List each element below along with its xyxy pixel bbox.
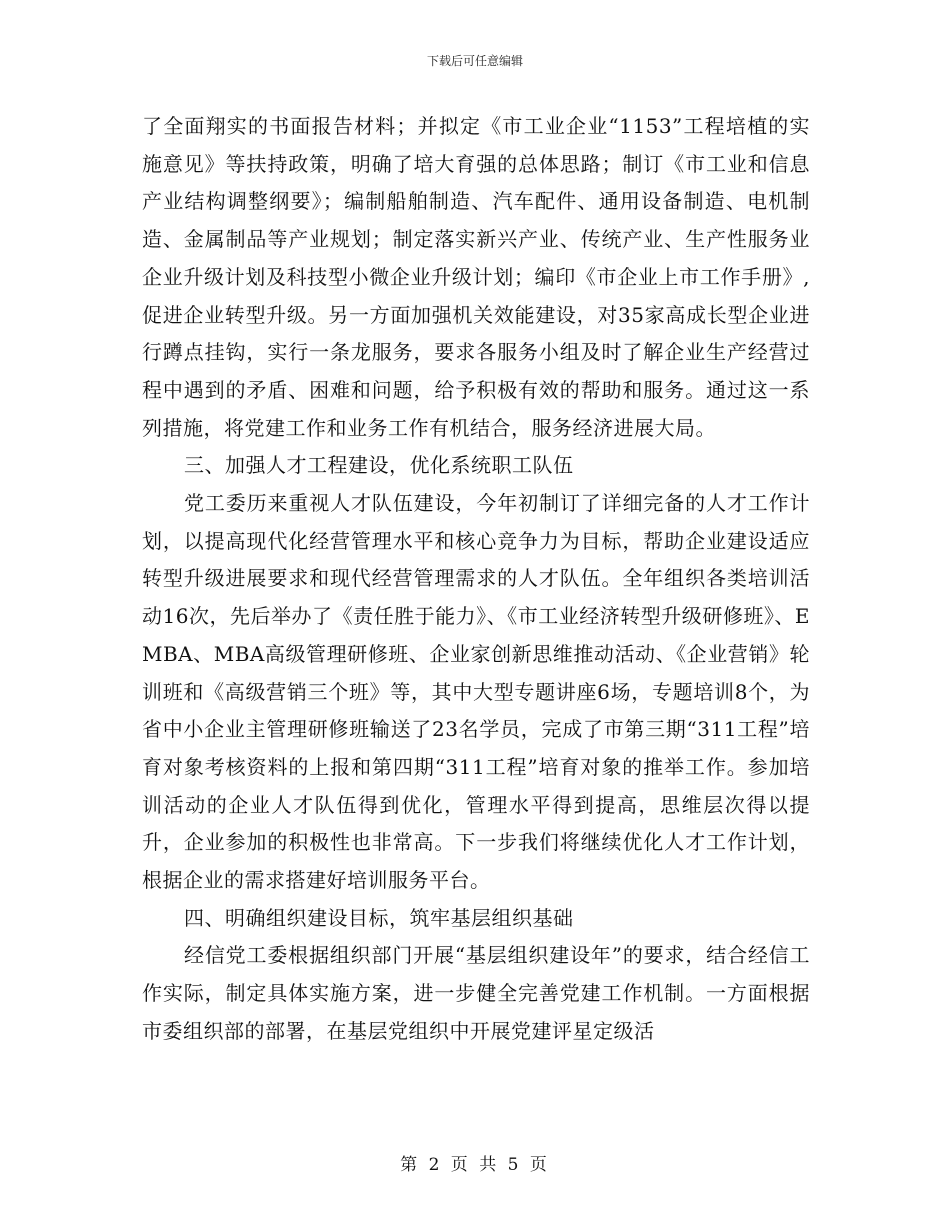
paragraph-continued: 了全面翔实的书面报告材料；并拟定《市工业企业“1153”工程培植的实施意见》等扶持政策，明确了培大育强的总体思路；制订《市工业和信息产业结构调整纲要》；编制船舶制造、汽车配件、通用设备制造、电机制造、金属制品等产业规划；制定落实新兴产业、传统产业、生产性服务业企业升级计划及科技型小微企业升级计划；编印《市企业上市工作手册》,促进企业转型升级。另一方面加强机关效能建设，对35家高成长型企业进行蹲点挂钩，实行一条龙服务，要求各服务小组及时了解企业生产经营过程中遇到的矛盾、困难和问题，给予积极有效的帮助和服务。通过这一系列措施，将党建工作和业务工作有机结合，服务经济进展大局。 <box>142 114 810 440</box>
section-heading-talent: 三、加强人才工程建设，优化系统职工队伍 <box>184 453 574 478</box>
section-heading-organization: 四、明确组织建设目标，筑牢基层组织基础 <box>184 905 574 930</box>
document-body <box>142 108 810 1051</box>
paragraph-organization: 经信党工委根据组织部门开展“基层组织建设年”的要求，结合经信工作实际，制定具体实施方案，进一步健全完善党建工作机制。一方面根据市委组织部的部署，在基层党组织中开展党建评星定级活 <box>142 943 810 1043</box>
paragraph-talent: 党工委历来重视人才队伍建设，今年初制订了详细完备的人才工作计划，以提高现代化经营管理水平和核心竞争力为目标，帮助企业建设适应转型升级进展要求和现代经营管理需求的人才队伍。全年组织各类培训活动16次，先后举办了《责任胜于能力》、《市工业经济转型升级研修班》、EMBA、MBA高级管理研修班、企业家创新思维推动活动、《企业营销》轮训班和《高级营销三个班》等，其中大型专题讲座6场，专题培训8个，为省中小企业主管理研修班输送了23名学员，完成了市第三期“311工程”培育对象考核资料的上报和第四期“311工程”培育对象的推举工作。参加培训活动的企业人才队伍得到优化，管理水平得到提高，思维层次得以提升，企业参加的积极性也非常高。下一步我们将继续优化人才工作计划，根据企业的需求搭建好培训服务平台。 <box>142 491 810 893</box>
page-header: 下载后可任意编辑 <box>426 54 523 68</box>
page-footer: 第 2 页 共 5 页 <box>400 1155 550 1175</box>
